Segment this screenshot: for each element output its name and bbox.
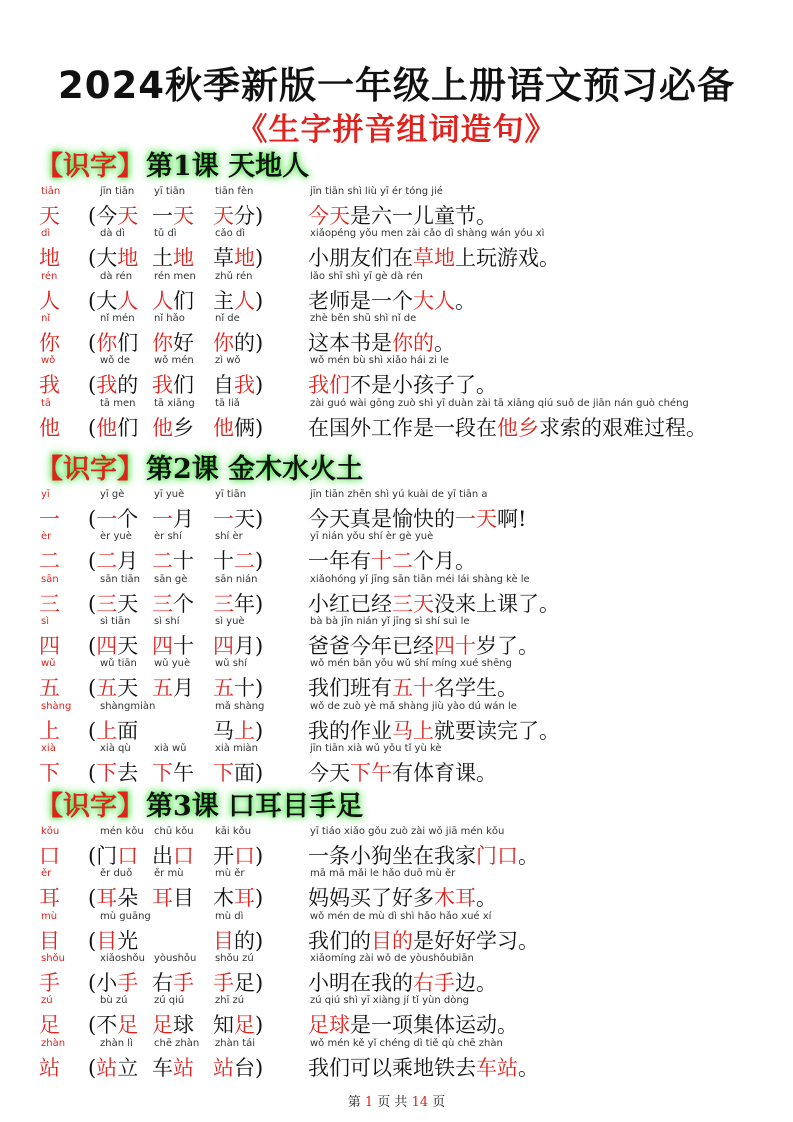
word: (二月 [88,549,139,574]
example-sentence [308,715,560,745]
word: 他乡 [152,415,194,440]
word-pinyin: yī tiān [154,186,186,197]
highlighted-word: 大人 [413,288,455,313]
word-pinyin: wǔ tiān [100,658,137,670]
word-pinyin: yī gè [100,489,125,500]
character-row [0,271,793,311]
character-row [0,995,793,1038]
sentence-pinyin: yī nián yǒu shí èr gè yuè [310,531,434,543]
word: 目的) [213,928,264,953]
sentence-text: 我的作业 [308,718,392,743]
sentence-text: 老师是一个 [308,288,413,313]
example-sentence [308,882,497,912]
character-pinyin: xià [41,742,56,754]
character: 站 [39,1055,60,1080]
word: (站立 [88,1055,139,1080]
word-pinyin: ěr mù [154,868,184,880]
current-page-number: 1 [364,1095,374,1110]
total-page-count: 14 [411,1095,429,1110]
character-pinyin: zú [41,995,53,1007]
sentence-text: 我们班有 [308,676,392,701]
word-pinyin: tā liǎ [215,397,240,409]
character: 一 [39,507,60,531]
word: 你好 [152,330,194,355]
word-pinyin: dà rén [100,270,133,282]
word-pinyin: bù zú [100,995,128,1007]
character-pinyin: mù [41,910,58,922]
word-pinyin: zhī zú [215,995,245,1007]
word-pinyin: sān nián [215,573,258,585]
character-pinyin: èr [41,531,52,543]
word-pinyin: mén kǒu [100,826,144,837]
character-row [0,531,793,574]
sentence-text: 上玩游戏。 [455,246,560,271]
word: 耳目 [152,886,194,911]
sentence-text: 边。 [455,970,497,995]
sentence-text: 。 [518,1055,539,1080]
character-row [0,398,793,438]
highlighted-word: 我们 [308,373,350,398]
highlighted-word: 五十 [392,676,434,701]
character-pinyin: wǒ [41,355,56,367]
sentence-pinyin: wǒ de zuò yè mǎ shàng jiù yào dú wán le [310,700,517,712]
sentence-text: 一条小狗坐在我家 [308,844,476,868]
word: (我的 [88,373,139,398]
word-pinyin: chē zhàn [154,1037,200,1049]
word-pinyin: jīn tiān [100,186,135,197]
word: 知足) [213,1013,264,1038]
sentence-text: 妈妈买了好多 [308,886,434,911]
word-pinyin: tiān fèn [215,186,254,197]
sentence-text: 求索的艰难过程。 [539,415,707,440]
sentence-text: 不是小孩子了。 [350,373,497,398]
word-pinyin: yòushǒu [154,952,197,964]
example-sentence [308,412,707,442]
character: 目 [39,928,60,953]
word: (不足 [88,1013,139,1038]
sentence-text: 。 [476,886,497,911]
sentence-pinyin: lǎo shī shì yī gè dà rén [310,270,423,282]
sentence-text: 是好好学习。 [413,928,539,953]
word: (今天 [88,204,139,228]
sentence-pinyin: xiǎohóng yǐ jīng sān tiān méi lái shàng kè le [310,573,530,585]
lesson-heading [36,787,363,827]
word-pinyin: wǒ de [100,355,130,367]
word-pinyin: xiǎoshǒu [100,952,145,964]
word: (三天 [88,591,139,616]
character-pinyin: rén [41,270,58,282]
sentence-text: 。 [455,288,476,313]
character-row [0,489,793,529]
example-sentence [308,1009,518,1039]
character-row [0,658,793,701]
word: 五十) [213,676,264,701]
sentence-pinyin: wǒ mén bān yǒu wǔ shí míng xué shēng [310,658,512,670]
page-footer [0,1091,793,1110]
word-pinyin: zì wǒ [215,355,241,367]
sentence-pinyin: zhè běn shū shì nǐ de [310,312,417,324]
example-sentence [308,757,497,787]
word-pinyin: nǐ de [215,312,240,324]
example-sentence [308,672,518,702]
word-pinyin: sì tiān [100,615,131,627]
word-pinyin: xià wǔ [154,742,187,754]
word-pinyin: ěr duǒ [100,868,133,880]
word-pinyin: sì yuè [215,615,245,627]
word: 天分) [213,204,264,228]
word-pinyin: shǒu zú [215,952,254,964]
sentence-pinyin: zú qiú shì yī xiàng jí tǐ yùn dòng [310,995,470,1007]
character: 二 [39,549,60,574]
word: (他们 [88,415,139,440]
character: 四 [39,633,60,658]
sentence-text: 就要读完了。 [434,718,560,743]
sentence-pinyin: jīn tiān zhēn shì yú kuài de yī tiān a [310,489,488,500]
character: 地 [39,246,60,271]
word: 草地) [213,246,264,271]
word: 土地 [152,246,194,271]
example-sentence [308,967,497,997]
sentence-text: 一年有 [308,549,371,574]
sentence-pinyin: xiǎopéng yǒu men zài cǎo dì shàng wán yóu xì [310,228,545,240]
character: 你 [39,330,60,355]
word-pinyin: xià miàn [215,742,258,754]
highlighted-word: 三天 [392,591,434,616]
word: 四月) [213,633,264,658]
highlighted-word: 右手 [413,970,455,995]
word-pinyin: cǎo dì [215,228,246,240]
example-sentence [308,503,526,533]
word: 车站 [152,1055,194,1080]
highlighted-word: 马上 [392,718,434,743]
word: (小手 [88,970,139,995]
character-row [0,616,793,656]
character-pinyin: yī [41,489,50,500]
highlighted-word: 车站 [476,1055,518,1080]
highlighted-word: 下午 [350,760,392,785]
footer-suffix: 页 [432,1095,446,1110]
lesson-title: 第2课 金木水火土 [146,454,364,485]
word: 站台) [213,1055,264,1080]
highlighted-word: 他乡 [497,415,539,440]
word-pinyin: zhàn lì [100,1037,133,1049]
word-pinyin: zhàn tái [215,1037,256,1049]
word: (四天 [88,633,139,658]
word-pinyin: mù dì [215,910,244,922]
word: 你的) [213,330,264,355]
character-row [0,186,793,226]
document-subtitle: 《生字拼音组词造句》 [236,112,557,148]
highlighted-word: 足球 [308,1013,350,1038]
highlighted-word: 草地 [413,246,455,271]
sentence-pinyin: jīn tiān xià wǔ yǒu tǐ yù kè [310,742,442,754]
word: (上面 [88,718,139,743]
lesson-tag: 【识字】 [36,151,144,182]
character-pinyin: kǒu [41,826,60,837]
sentence-text: 小明在我的 [308,970,413,995]
sentence-pinyin: yī tiáo xiǎo gǒu zuò zài wǒ jiā mén kǒu [310,826,505,837]
word: 人们 [152,288,194,313]
highlighted-word: 四十 [434,633,476,658]
word: 四十 [152,633,194,658]
character: 我 [39,373,60,398]
character-row [0,911,793,951]
sentence-pinyin: xiǎomíng zài wǒ de yòushǒubiān [310,952,474,964]
word: (耳朵 [88,886,139,911]
character-pinyin: shàng [41,700,72,712]
word: (你们 [88,330,139,355]
word: 自我) [213,373,264,398]
word-pinyin: zú qiú [154,995,185,1007]
character-pinyin: shǒu [41,952,66,964]
word: 下午 [152,760,194,785]
example-sentence [308,630,539,660]
word-pinyin: tǔ dì [154,228,177,240]
word-pinyin: dà dì [100,228,125,240]
character-pinyin: sì [41,615,49,627]
character-row [0,868,793,911]
sentence-text: 。 [518,844,539,868]
lesson-title: 第3课 口耳目手足 [146,791,364,822]
example-sentence [308,200,497,230]
word: 五月 [152,676,194,701]
character-row [0,1038,793,1078]
example-sentence [308,840,539,870]
word: 三年) [213,591,264,616]
character: 上 [39,718,60,743]
sentence-pinyin: bà bà jīn nián yǐ jīng sì shí suì le [310,615,470,627]
example-sentence [308,327,455,357]
word-pinyin: tā men [100,397,136,409]
character: 人 [39,288,60,313]
example-sentence [308,545,476,575]
word: (门口 [88,844,139,868]
sentence-text: 个月。 [413,549,476,574]
character: 三 [39,591,60,616]
example-sentence [308,588,560,618]
highlighted-word: 一天 [455,507,497,531]
sentence-text: 我们的 [308,928,371,953]
word: 木耳) [213,886,264,911]
character-row [0,826,793,866]
lesson-title: 第1课 天地人 [146,151,310,182]
character: 他 [39,415,60,440]
character-pinyin: ěr [41,868,52,880]
word: 一天 [152,204,194,228]
highlighted-word: 目的 [371,928,413,953]
sentence-text: 今天 [308,760,350,785]
word: (五天 [88,676,139,701]
word-pinyin: shàngmiàn [100,700,156,712]
word: 马上) [213,718,264,743]
sentence-text: 我们可以乘地铁去 [308,1055,476,1080]
highlighted-word: 十二 [371,549,413,574]
word: 足球 [152,1013,194,1038]
sentence-text: 今天真是愉快的 [308,507,455,531]
character-pinyin: wǔ [41,658,56,670]
character: 手 [39,970,60,995]
word-pinyin: zhǔ rén [215,270,253,282]
sentence-pinyin: wǒ mén de mù dì shì hǎo hǎo xué xí [310,910,492,922]
word-pinyin: wǔ shí [215,658,248,670]
word-pinyin: tā xiāng [154,397,195,409]
lesson-tag: 【识字】 [36,791,144,822]
example-sentence [308,285,476,315]
highlighted-word: 你的 [392,330,434,355]
word-pinyin: sì shí [154,615,180,627]
word-pinyin: chū kǒu [154,826,194,837]
word-pinyin: xià qù [100,742,131,754]
character: 耳 [39,886,60,911]
word-pinyin: nǐ mén [100,312,135,324]
sentence-pinyin: jīn tiān shì liù yī ér tóng jié [310,186,443,197]
word-pinyin: yī yuè [154,489,185,500]
sentence-text: 小朋友们在 [308,246,413,271]
word: 开口) [213,844,264,868]
word: 他俩) [213,415,264,440]
word-pinyin: nǐ hǎo [154,312,185,324]
word: 下面) [213,760,264,785]
word: 一月 [152,507,194,531]
character: 天 [39,204,60,228]
example-sentence [308,925,539,955]
sentence-pinyin: zài guó wài gōng zuò shì yī duàn zài tā xiāng qiú suǒ de jiān nán guò chéng [310,397,689,409]
word: 二十 [152,549,194,574]
character-row [0,743,793,783]
word: 十二) [213,549,264,574]
sentence-text: 岁了。 [476,633,539,658]
sentence-text: 小红已经 [308,591,392,616]
word-pinyin: wǒ mén [154,355,194,367]
word: 手足) [213,970,264,995]
word-pinyin: èr shí [154,531,182,543]
character-pinyin: nǐ [41,312,51,324]
word: (下去 [88,760,139,785]
example-sentence [308,1052,539,1082]
word-pinyin: kāi kǒu [215,826,252,837]
sentence-text: 这本书是 [308,330,392,355]
character-row [0,953,793,993]
word: 一天) [213,507,264,531]
character: 下 [39,760,60,785]
footer-prefix: 第 [347,1095,361,1110]
character-pinyin: dì [41,228,51,240]
word: 三个 [152,591,194,616]
word: 出口 [152,844,194,868]
word: (目光 [88,928,139,953]
lesson-tag: 【识字】 [36,454,144,485]
highlighted-word: 今天 [308,204,350,228]
character-row [0,574,793,614]
sentence-pinyin: wǒ mén kě yǐ chéng dì tiě qù chē zhàn [310,1037,503,1049]
lesson-heading [36,450,363,490]
word-pinyin: wǔ yuè [154,658,191,670]
character: 口 [39,844,60,868]
word: (大人 [88,288,139,313]
character-row [0,355,793,398]
sentence-text: 名学生。 [434,676,518,701]
sentence-text: 在国外工作是一段在 [308,415,497,440]
character-pinyin: sān [41,573,59,585]
footer-middle: 页 共 [377,1095,408,1110]
character: 足 [39,1013,60,1038]
example-sentence [308,242,560,272]
word: (大地 [88,246,139,271]
document-title: 2024秋季新版一年级上册语文预习必备 [58,64,735,107]
sentence-text: 爸爸今年已经 [308,633,434,658]
character-pinyin: tiān [41,186,61,197]
highlighted-word: 门口 [476,844,518,868]
word-pinyin: sān tiān [100,573,141,585]
highlighted-word: 木耳 [434,886,476,911]
word: (一个 [88,507,139,531]
character-pinyin: zhàn [41,1037,66,1049]
sentence-text: 啊! [497,507,527,531]
character-row [0,313,793,353]
word-pinyin: shí èr [215,531,243,543]
word-pinyin: èr yuè [100,531,132,543]
character-row [0,228,793,271]
sentence-text: 是一项集体运动。 [350,1013,518,1038]
lesson-heading [36,147,309,187]
word-pinyin: mù guāng [100,910,151,922]
sentence-text: 有体育课。 [392,760,497,785]
sentence-text: 。 [434,330,455,355]
character: 五 [39,676,60,701]
word-pinyin: sān gè [154,573,188,585]
sentence-pinyin: wǒ mén bù shì xiǎo hái zi le [310,355,449,367]
sentence-text: 是六一儿童节。 [350,204,497,228]
character-pinyin: tā [41,397,52,409]
character-row [0,701,793,741]
word-pinyin: mǎ shàng [215,700,265,712]
sentence-text: 没来上课了。 [434,591,560,616]
word-pinyin: mù ěr [215,868,245,880]
example-sentence [308,369,497,399]
word: 主人) [213,288,264,313]
sentence-pinyin: mā mā mǎi le hǎo duō mù ěr [310,868,456,880]
word-pinyin: rén men [154,270,196,282]
word-pinyin: yī tiān [215,489,247,500]
word: 我们 [152,373,194,398]
word: 右手 [152,970,194,995]
